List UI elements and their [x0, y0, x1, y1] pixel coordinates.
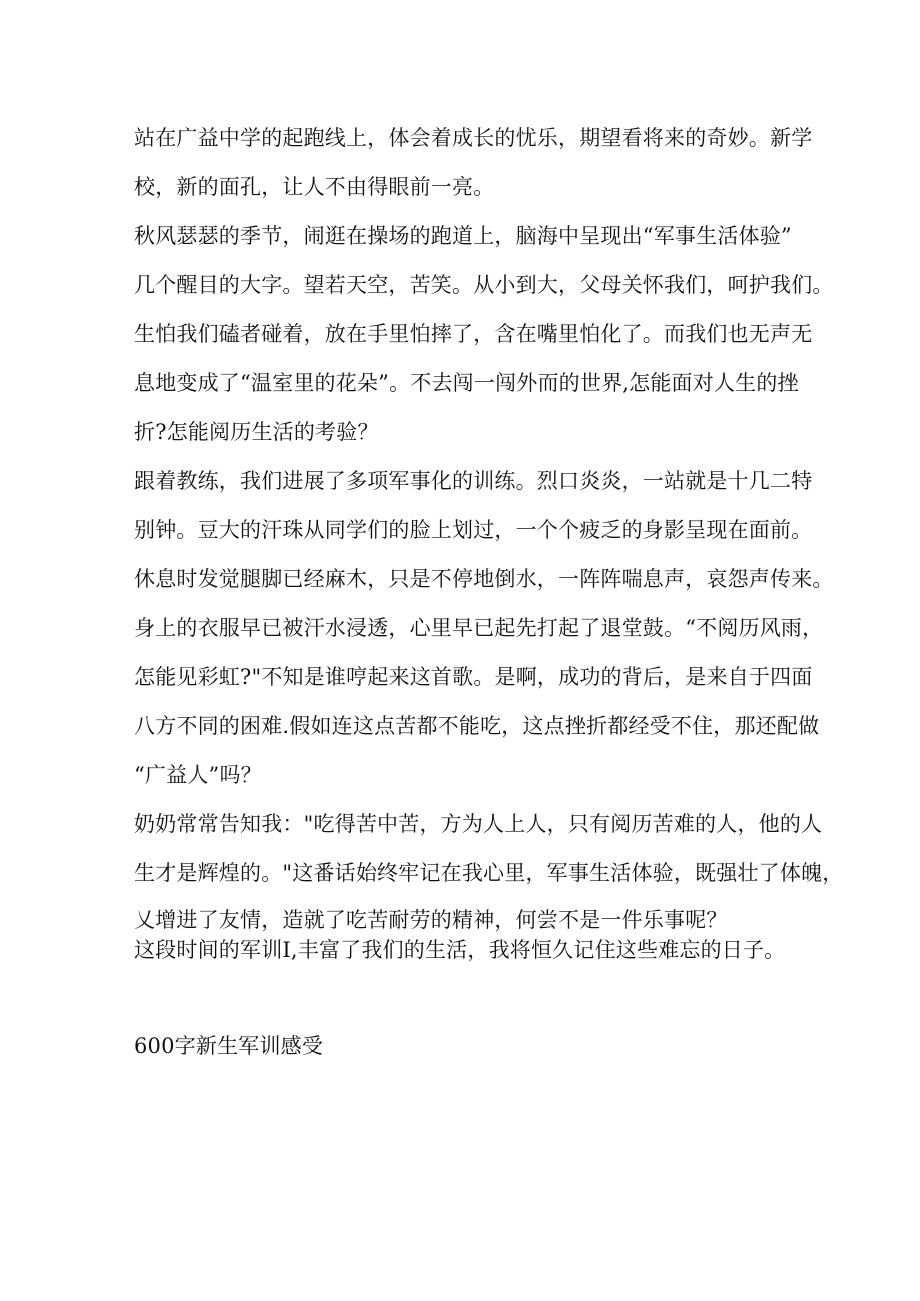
footer-title: 600字新生军训感受: [134, 1034, 324, 1058]
text-line: 生怕我们磕者碰着，放在手里怕摔了，含在嘴里怕化了。而我们也无声无: [134, 322, 813, 346]
text-line: 身上的衣服早已被汗水浸透，心里早已起先打起了退堂鼓。“不阅历风雨，: [134, 616, 824, 640]
text-line: 怎能见彩虹?"不知是谁哼起来这首歌。是啊，成功的背后，是来自于四面: [134, 665, 813, 689]
text-line: 八方不同的困难.假如连这点苦都不能吃，这点挫折都经受不住，那还配做: [134, 714, 820, 738]
text-line: 息地变成了“温室里的花朵”。不去闯一闯外而的世界,怎能面对人生的挫: [134, 371, 799, 395]
text-line: 校，新的面孔，让人不由得眼前一亮。: [134, 175, 495, 199]
text-line: 乂增进了友情，造就了吃苦耐劳的精神，何尝不是一件乐事呢？: [134, 908, 728, 932]
text-line: 生才是辉煌的。"这番话始终牢记在我心里，军事生活体验，既强壮了体魄，: [134, 861, 844, 885]
text-line: “广益人”吗？: [134, 763, 262, 787]
text-line: 这段时间的军训I,丰富了我们的生活，我将恒久记住这些难忘的日子。: [134, 938, 786, 962]
text-line: 秋风瑟瑟的季节，闹逛在操场的跑道上，脑海中呈现出“军事生活体验”: [134, 224, 792, 248]
text-line: 几个醒目的大字。望若天空，苦笑。从小到大，父母关怀我们，呵护我们。: [134, 273, 834, 297]
text-line: 奶奶常常告知我："吃得苦中苦，方为人上人，只有阅历苦难的人，他的人: [134, 812, 823, 836]
text-line: 站在广益中学的起跑线上，体会着成长的忧乐，期望看将来的奇妙。新学: [134, 126, 813, 150]
text-line: 休息时发觉腿脚已经麻木，只是不停地倒水，一阵阵喘息声，哀怨声传来。: [134, 567, 834, 591]
text-line: 跟着教练，我们进展了多项军事化的训练。烈口炎炎，一站就是十几二特: [134, 469, 813, 493]
text-line: 别钟。豆大的汗珠从同学们的脸上划过，一个个疲乏的身影呈现在面前。: [134, 518, 813, 542]
text-line: 折?怎能阅历生活的考验？: [134, 420, 379, 444]
